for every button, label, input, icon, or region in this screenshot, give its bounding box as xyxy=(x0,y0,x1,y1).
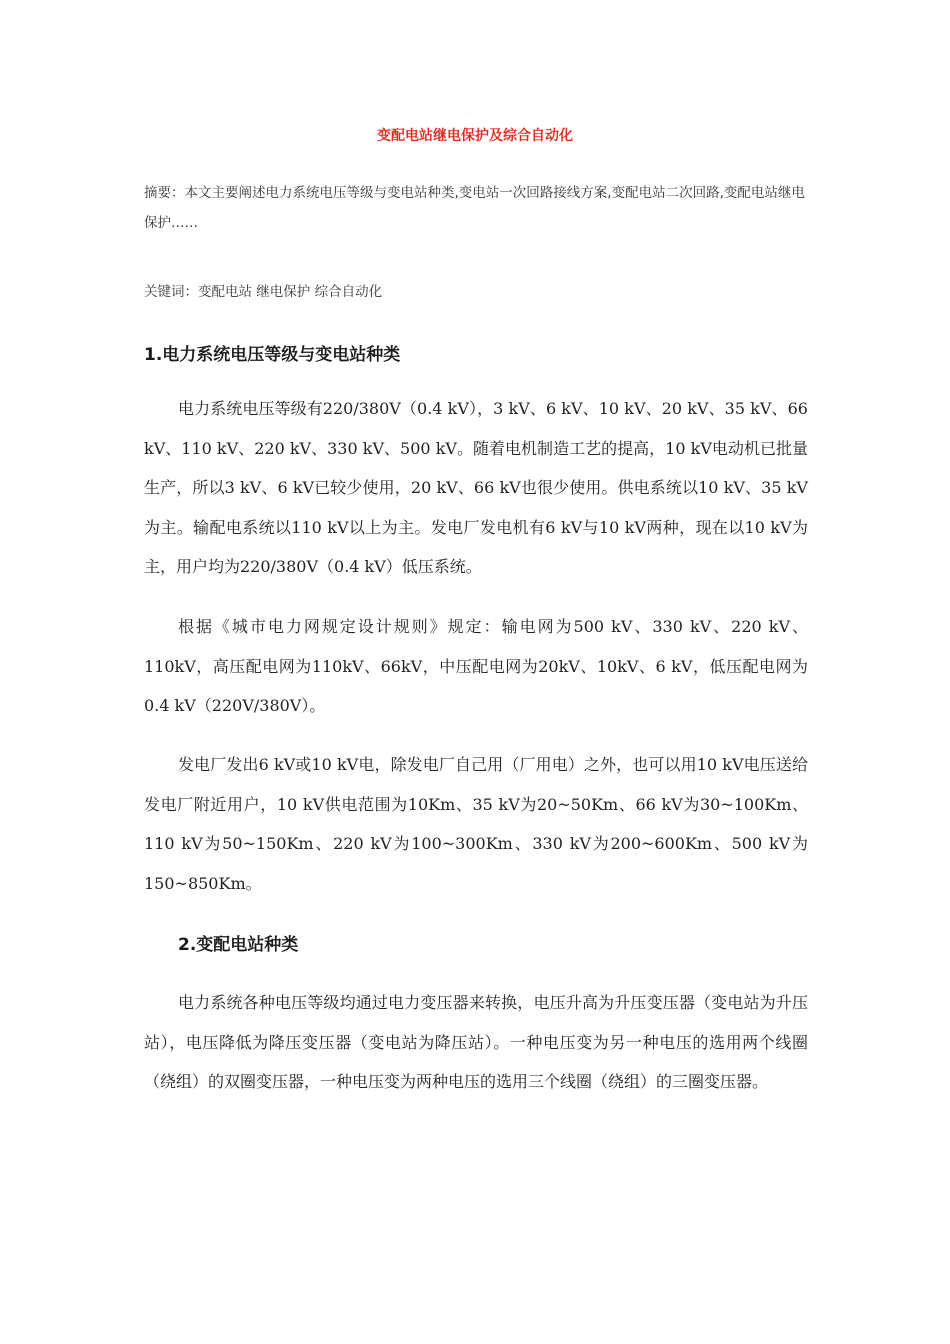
keywords-text: 关键词：变配电站 继电保护 综合自动化 xyxy=(144,284,383,300)
section-2-heading: 2.变配电站种类 xyxy=(178,935,299,955)
abstract-text: 摘要：本文主要阐述电力系统电压等级与变电站种类,变电站一次回路接线方案,变配电站二次回路,变配电站继电保护…… xyxy=(144,185,805,231)
section-2-paragraph-1: 电力系统各种电压等级均通过电力变压器来转换，电压升高为升压变压器（变电站为升压站），电压降低为降压变压器（变电站为降压站）。一种电压变为另一种电压的选用两个线圈（绕组）的双圈变压器，一种电压变为两种电压的选用三个线圈（绕组）的三圈变压器。 xyxy=(144,993,808,1091)
section-1-heading: 1.电力系统电压等级与变电站种类 xyxy=(144,345,401,365)
section-1-paragraph-2: 根据《城市电力网规定设计规则》规定：输电网为500 kV、330 kV、220 kV、110kV，高压配电网为110kV、66kV，中压配电网为20kV、10kV、6 kV，低压配电网为0.4 kV（220V/380V）。 xyxy=(144,617,808,715)
section-1-paragraph-3: 发电厂发出6 kV或10 kV电，除发电厂自己用（厂用电）之外，也可以用10 kV电压送给发电厂附近用户，10 kV供电范围为10Km、35 kV为20~50Km、66 kV为30~100Km、110 kV为50~150Km、220 kV为100~300Km、330 kV为200~600Km、500 kV为150~850Km。 xyxy=(144,755,808,893)
section-1-paragraph-1: 电力系统电压等级有220/380V（0.4 kV），3 kV、6 kV、10 kV、20 kV、35 kV、66 kV、110 kV、220 kV、330 kV、500 kV。随着电机制造工艺的提高，10 kV电动机已批量生产，所以3 kV、6 kV已较少使用，20 kV、66 kV也很少使用。供电系统以10 kV、35 kV为主。输配电系统以110 kV以上为主。发电厂发电机有6 kV与10 kV两种，现在以10 kV为主，用户均为220/380V（0.4 kV）低压系统。 xyxy=(144,399,808,576)
document-title: 变配电站继电保护及综合自动化 xyxy=(377,128,573,144)
